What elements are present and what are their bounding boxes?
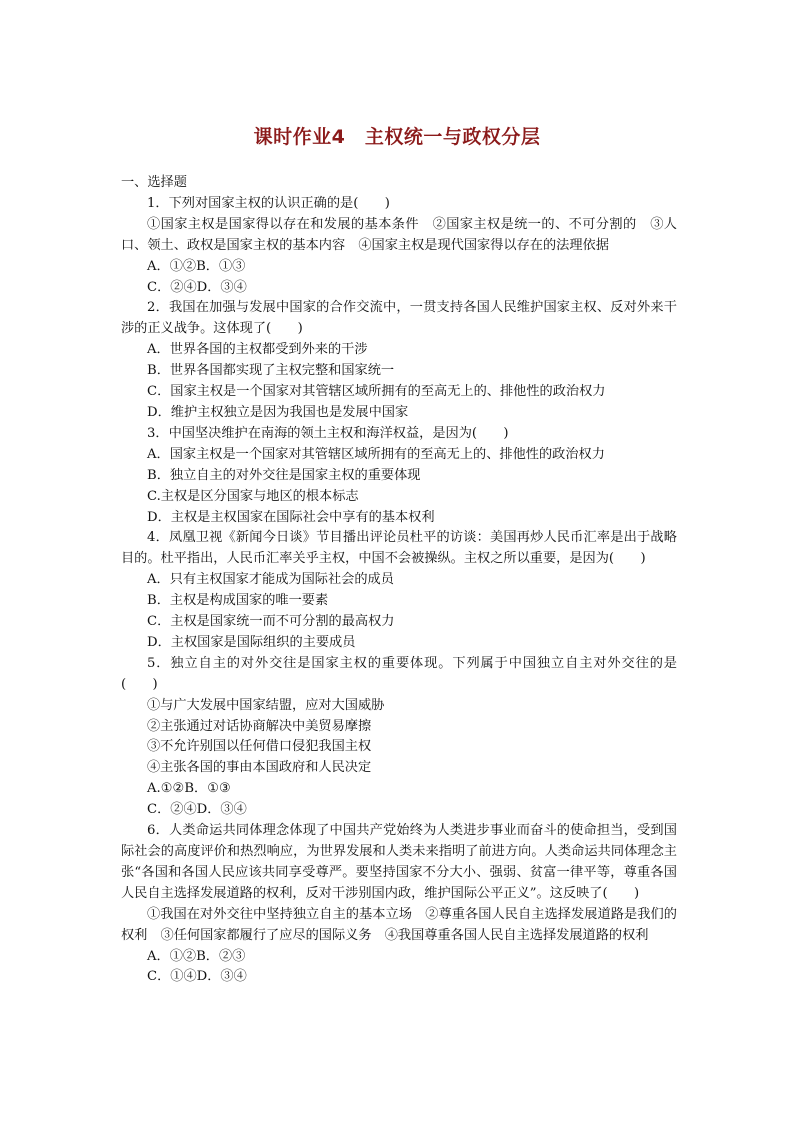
question-5-statement-2: ②主张通过对话协商解决中美贸易摩擦	[147, 718, 372, 734]
question-5-statement-1: ①与广大发展中国家结盟，应对大国威胁	[147, 697, 385, 713]
question-5-options-ab: A.①②B．①③	[147, 781, 231, 797]
question-5-options-cd: C．②④D．③④	[147, 802, 247, 818]
question-5-statement-3: ③不允许别国以任何借口侵犯我国主权	[147, 739, 372, 755]
question-1-stem: 1．下列对国家主权的认识正确的是( )	[147, 195, 390, 211]
question-2-option-d: D．维护主权独立是因为我国也是发展中国家	[147, 404, 409, 420]
question-5-stem: 5．独立自主的对外交往是国家主权的重要体现。下列属于中国独立自主对外交往的是( )	[121, 655, 677, 692]
question-4-stem: 4．凤凰卫视《新闻今日谈》节目播出评论员杜平的访谈：美国再炒人民币汇率是出于战略目的。杜平指出，人民币汇率关乎主权，中国不会被操纵。主权之所以重要，是因为( )	[121, 530, 677, 567]
question-1-statements: ①国家主权是国家得以存在和发展的基本条件 ②国家主权是统一的、不可分割的 ③人口、领土、政权是国家主权的基本内容 ④国家主权是现代国家得以存在的法理依据	[121, 216, 677, 253]
question-3-option-a: A．国家主权是一个国家对其管辖区域所拥有的至高无上的、排他性的政治权力	[147, 446, 605, 462]
question-4-option-d: D．主权国家是国际组织的主要成员	[147, 634, 356, 650]
question-3-option-c: C.主权是区分国家与地区的根本标志	[147, 488, 359, 504]
question-1-options-ab: A．①②B．①③	[147, 258, 246, 274]
question-1-options-cd: C．②④D．③④	[147, 279, 247, 295]
question-6-options-ab: A．①②B．②③	[147, 948, 246, 964]
question-6-statements: ①我国在对外交往中坚持独立自主的基本立场 ②尊重各国人民自主选择发展道路是我们的权利 ③任何国家都履行了应尽的国际义务 ④我国尊重各国人民自主选择发展道路的权利	[121, 906, 677, 943]
question-2-option-c: C．国家主权是一个国家对其管辖区域所拥有的至高无上的、排他性的政治权力	[147, 384, 606, 400]
worksheet-body	[121, 173, 677, 988]
question-2-option-a: A．世界各国的主权都受到外来的干涉	[147, 342, 368, 358]
question-6-options-cd: C．①④D．③④	[147, 969, 247, 985]
question-3-option-d: D．主权是主权国家在国际社会中享有的基本权利	[147, 509, 435, 525]
question-2-option-b: B．世界各国都实现了主权完整和国家统一	[147, 363, 395, 379]
question-6-stem: 6．人类命运共同体理念体现了中国共产党始终为人类进步事业而奋斗的使命担当，受到国际社会的高度评价和热烈响应，为世界发展和人类未来指明了前进方向。人类命运共同体理念主张“各国和各国人民应该共同享受尊严。要坚持国家不分大小、强弱、贫富一律平等，尊重各国人民自主选择发展道路的权利，反对干涉别国内政，维护国际公平正义”。这反映了( )	[121, 823, 677, 901]
section-heading: 一、选择题	[121, 175, 187, 190]
question-4-option-c: C．主权是国家统一而不可分割的最高权力	[147, 614, 395, 630]
question-4-option-a: A．只有主权国家才能成为国际社会的成员	[147, 572, 394, 588]
question-3-stem: 3．中国坚决维护在南海的领土主权和海洋权益，是因为( )	[147, 425, 509, 441]
question-4-option-b: B．主权是构成国家的唯一要素	[147, 593, 329, 609]
question-3-option-b: B．独立自主的对外交往是国家主权的重要体现	[147, 467, 421, 483]
question-2-stem: 2．我国在加强与发展中国家的合作交流中，一贯支持各国人民维护国家主权、反对外来干涉的正义战争。这体现了( )	[121, 300, 677, 337]
page-title: 课时作业4 主权统一与政权分层	[253, 126, 541, 148]
question-5-statement-4: ④主张各国的事由本国政府和人民决定	[147, 760, 372, 776]
